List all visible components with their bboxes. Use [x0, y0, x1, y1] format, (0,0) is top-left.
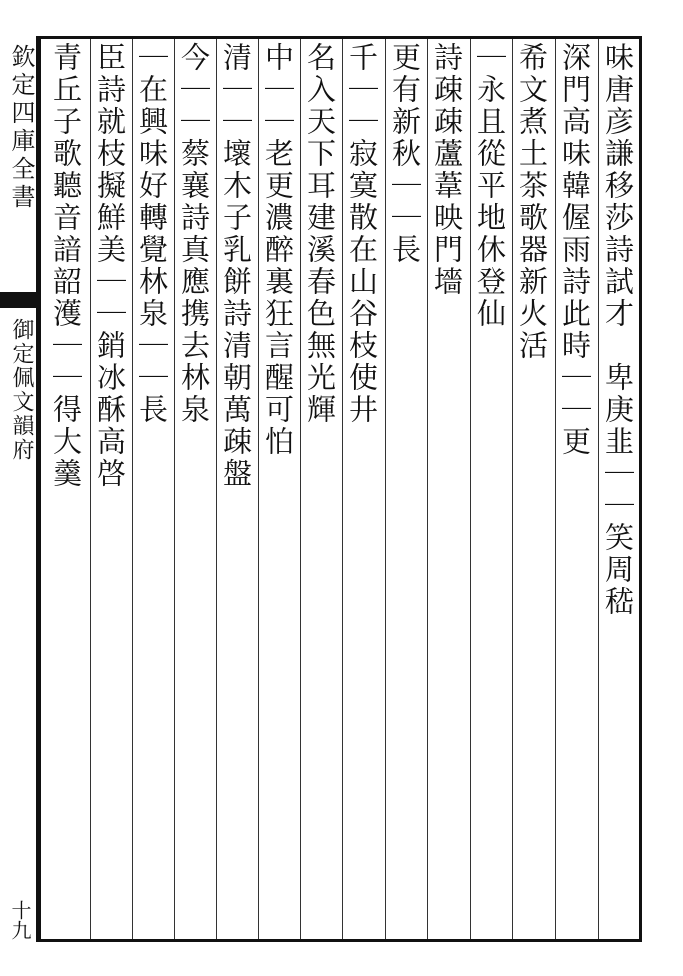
column-rule — [470, 39, 471, 939]
column-rule — [598, 39, 599, 939]
page-number: 十九 — [8, 900, 32, 940]
column-rule — [385, 39, 386, 939]
text-column: 名入天下耳建溪春色無光輝 — [303, 42, 337, 426]
text-column: 深門高味韓偓雨詩此時｜｜更 — [558, 42, 592, 458]
column-rule — [512, 39, 513, 939]
text-column: 味唐彦謙移莎詩試才 卑庚韭｜｜笑周嵇 — [601, 42, 635, 618]
margin-fishtail-mark — [0, 292, 38, 308]
text-column: 希文煮土茶歌器新火活 — [515, 42, 549, 362]
text-column: 更有新秋｜｜長 — [388, 42, 422, 266]
column-rule — [555, 39, 556, 939]
column-rule — [342, 39, 343, 939]
column-rule — [216, 39, 217, 939]
text-column: 詩疎疎蘆葦映門墻 — [430, 42, 464, 298]
text-column: 千｜｜寂寞散在山谷枝使井 — [345, 42, 379, 426]
column-rule — [258, 39, 259, 939]
text-column: 今｜｜蔡襄詩真應携去林泉 — [177, 42, 211, 426]
text-column: ｜在興味好轉覺林泉｜｜長 — [135, 42, 169, 426]
volume-title: 御定佩文韻府 — [9, 318, 34, 462]
text-column: ｜永且從平地休登仙 — [473, 42, 507, 330]
book-title: 欽定四庫全書 — [7, 44, 35, 212]
column-rule — [132, 39, 133, 939]
text-column: 中｜｜老更濃醉裏狂言醒可怕 — [261, 42, 295, 458]
column-rule — [427, 39, 428, 939]
text-column: 臣詩就枝擬鮮美｜｜銷冰酥高啓 — [93, 42, 127, 490]
text-column: 青丘子歌聽音諳韶濩｜｜得大羹 — [49, 42, 83, 490]
column-rule — [300, 39, 301, 939]
column-rule — [174, 39, 175, 939]
text-column: 清｜｜壞木子乳餅詩清朝萬疎盤 — [219, 42, 253, 490]
column-rule — [90, 39, 91, 939]
